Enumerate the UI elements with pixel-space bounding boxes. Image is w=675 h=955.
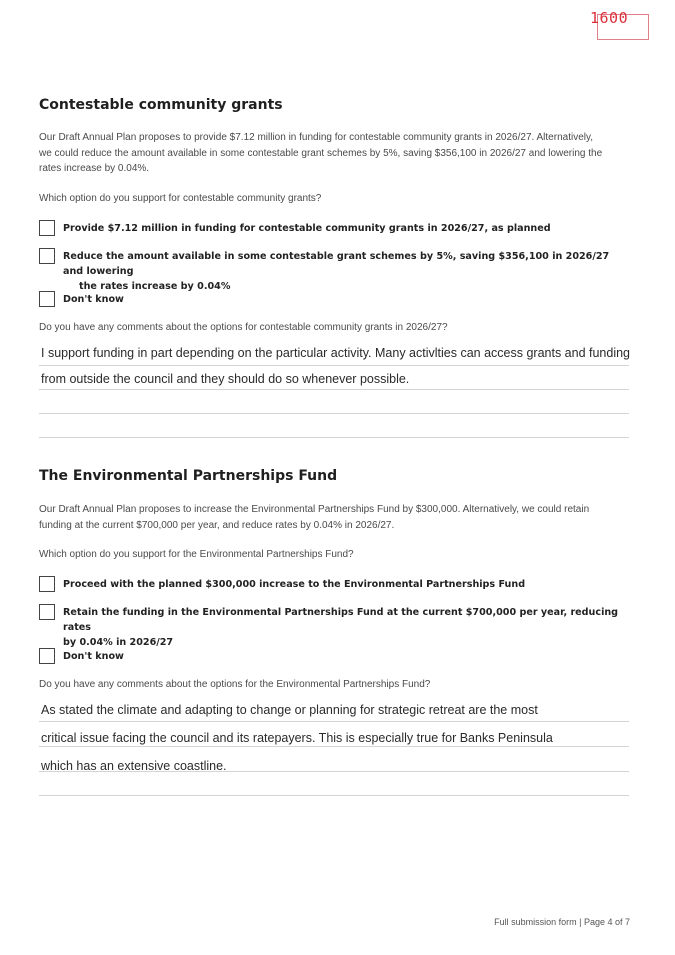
checkbox[interactable] [39,291,55,307]
comment-rule [39,389,629,390]
checkbox[interactable] [39,248,55,264]
checkbox[interactable] [39,220,55,236]
comment-rule [39,437,629,438]
checkbox[interactable] [39,576,55,592]
section1-intro-line2: we could reduce the amount available in some contestable grant schemes by 5%, saving $356,100 in 2026/27 and lowering the [39,147,603,159]
comment-line: from outside the council and they should do so whenever possible. [41,372,410,386]
page-footer: Full submission form | Page 4 of 7 [494,917,630,927]
section2-comments-question: Do you have any comments about the options for the Environmental Partnerships Fund? [39,679,431,690]
comment-rule [39,771,629,772]
comment-rule [39,721,629,722]
section2-intro-line1: Our Draft Annual Plan proposes to increase the Environmental Partnerships Fund by $300,000. Alternatively, we could retain [39,504,590,515]
comment-rule [39,795,629,796]
option-label: Don't know [63,294,124,305]
section2-intro-line2: funding at the current $700,000 per year, and reduce rates by 0.04% in 2026/27. [39,519,395,531]
checkbox[interactable] [39,648,55,664]
option-label: Don't know [63,651,124,662]
checkbox[interactable] [39,604,55,620]
option-label: Retain the funding in the Environmental Partnerships Fund at the current $700,000 per year, reducing rates by 0.04% in 2026/27 [63,607,619,648]
section2-intro [39,502,639,533]
section-title-community-grants: Contestable community grants [39,97,283,113]
comment-line: I support funding in part depending on the particular activity. Many activlties can access grants and funding [41,346,631,360]
section1-intro-line3: rates increase by 0.04%. [39,163,150,174]
section1-question: Which option do you support for contestable community grants? [39,193,322,204]
section-title-environmental-fund: The Environmental Partnerships Fund [39,468,338,484]
comment-line: As stated the climate and adapting to change or planning for strategic retreat are the most [41,703,538,717]
section1-intro-line1: Our Draft Annual Plan proposes to provide $7.12 million in funding for contestable community grants in 2026/27. Alternatively, [39,132,594,143]
section1-comments-question: Do you have any comments about the options for contestable community grants in 2026/27? [39,322,448,333]
comment-rule [39,365,629,366]
comment-line: which has an extensive coastline. [41,759,227,773]
section1-intro [39,130,639,177]
option-label: Provide $7.12 million in funding for contestable community grants in 2026/27, as planned [63,223,551,234]
option-label: Proceed with the planned $300,000 increase to the Environmental Partnerships Fund [63,579,526,590]
comment-rule [39,413,629,414]
comment-rule [39,746,629,747]
option-label: Reduce the amount available in some contestable grant schemes by 5%, saving $356,100 in 2026/27 and lowering the rates increase by 0.04% [63,251,610,292]
submission-number: 1600 [590,9,629,27]
section2-question: Which option do you support for the Environmental Partnerships Fund? [39,549,354,560]
comment-line: critical issue facing the council and its ratepayers. This is especially true for Banks Peninsula [41,731,553,745]
